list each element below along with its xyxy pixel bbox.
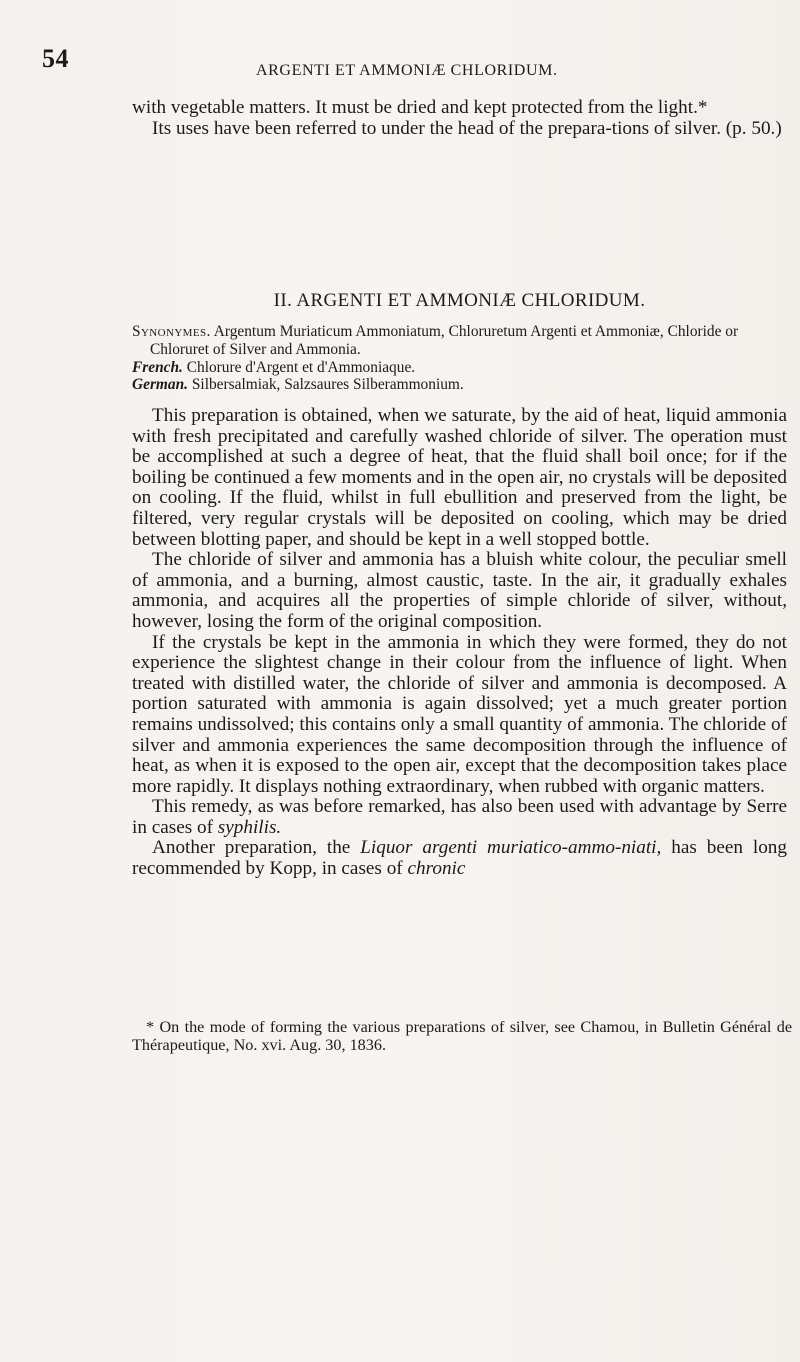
- syphilis-term: syphilis.: [217, 816, 282, 838]
- intro-paragraph-1: with vegetable matters. It must be dried and kept protected from the light.*: [132, 97, 708, 118]
- page-number: 54: [42, 44, 69, 73]
- section-title: II. ARGENTI ET AMMONIÆ CHLORIDUM.: [273, 290, 646, 311]
- french-line: [132, 359, 792, 377]
- body-paragraph-3: If the crystals be kept in the ammonia in which they were formed, they do not experience the slightest change in their colour from the influence of light. When treated with distilled water, the chloride of silver and ammonia is decomposed. A portion saturated with ammonia is again dissolved; yet a much greater portion remains undissolved; this contains only a small quantity of ammonia. The chloride of silver and ammonia experiences the same decomposition through the influence of heat, as when it is exposed to the open air, except that the decomposition takes place more rapidly. It displays nothing extraordinary, when rubbed with organic matters.: [132, 631, 787, 797]
- body-paragraph-2: The chloride of silver and ammonia has a bluish white colour, the peculiar smell of ammonia, and a burning, almost caustic, taste. In the air, it gradually exhales ammonia, and acquires all the properties of simple chloride of silver, without, however, losing the form of the original composition.: [132, 549, 787, 632]
- intro-text: [132, 98, 787, 139]
- body-paragraph-4-text: This remedy, as was before remarked, has also been used with advantage by Serre in cases of: [132, 796, 787, 838]
- chronic-term: chronic: [407, 858, 466, 880]
- french-text: Chlorure d'Argent et d'Ammoniaque.: [186, 358, 416, 376]
- running-head: [42, 44, 762, 84]
- synonyms-block: [132, 323, 792, 394]
- body-paragraph-5-text-b: has been long recommended by Kopp, in cases of: [132, 837, 787, 880]
- german-text: Silbersalmiak, Salzsaures Silberammonium.: [191, 376, 464, 394]
- synonyms-text: Argentum Muriaticum Ammoniatum, Chloruretum Argenti et Ammoniæ, Chloride or Chloruret of Silver and Ammonia.: [150, 323, 739, 358]
- german-label: German.: [132, 376, 189, 394]
- liquor-term: Liquor argenti muriatico-ammo-niati,: [360, 837, 662, 859]
- german-line: [132, 376, 792, 394]
- footnote: [132, 1018, 792, 1054]
- synonyms-label: Synonymes.: [132, 323, 211, 340]
- body-paragraph-5: [132, 838, 787, 879]
- body-paragraph-5-text-a: Another preparation, the: [152, 837, 361, 859]
- body-paragraph-1: This preparation is obtained, when we saturate, by the aid of heat, liquid ammonia with fresh precipitated and carefully washed chloride of silver. The operation must be accomplished at such a degree of heat, that the fluid shall boil once; for if the boiling be continued a few moments and in the open air, no crystals will be deposited on cooling. If the fluid, whilst in full ebullition and preserved from the light, be filtered, very regular crystals will be deposited on cooling, which may be dried between blotting paper, and should be kept in a well stopped bottle.: [132, 405, 787, 550]
- french-label: French.: [132, 358, 183, 376]
- body-text: [132, 406, 787, 880]
- synonyms-line: [132, 323, 792, 359]
- footnote-text: * On the mode of forming the various preparations of silver, see Chamou, in Bulletin Général de Thérapeutique, No. xvi. Aug. 30, 1836.: [132, 1018, 792, 1054]
- running-head-title: ARGENTI ET AMMONIÆ CHLORIDUM.: [256, 62, 558, 79]
- intro-paragraph-2: Its uses have been referred to under the head of the prepara-tions of silver. (p. 50.): [152, 117, 782, 139]
- body-paragraph-4: [132, 797, 787, 838]
